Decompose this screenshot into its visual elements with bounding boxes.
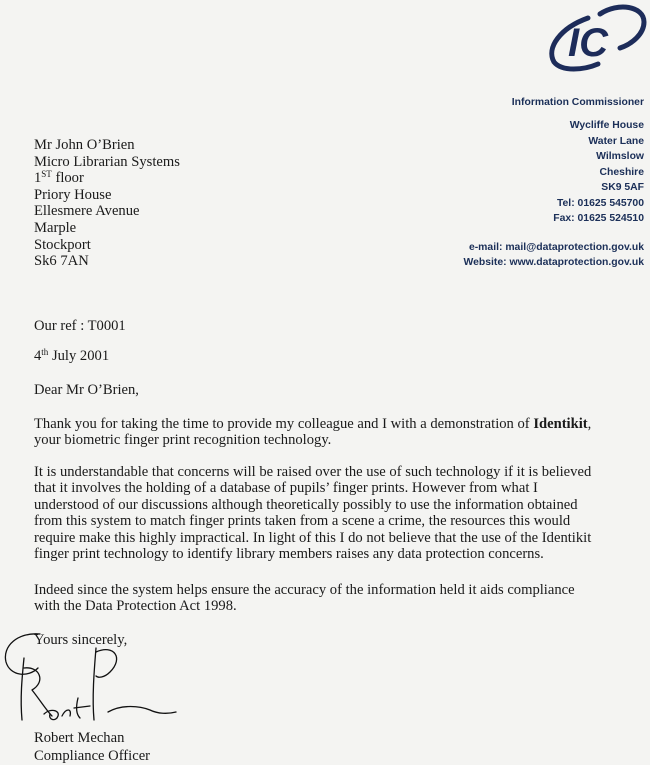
date-day: 4 (34, 348, 42, 364)
signer-title: Compliance Officer (34, 748, 151, 764)
p1-text-after: , your biometric finger print recognition technology. (34, 416, 592, 449)
office-fax: Fax: 01625 524510 (553, 213, 644, 224)
floor-number: 1 (34, 170, 42, 187)
paragraph-3: Indeed since the system helps ensure the accuracy of the information held it aids compliance with the Data Protection Act 1998. (34, 582, 575, 615)
office-email: e-mail: mail@dataprotection.gov.uk (468, 241, 644, 253)
signer-name: Robert Mechan (34, 730, 125, 746)
recipient-address (34, 137, 180, 270)
logo-text: IC (568, 21, 608, 65)
recipient-building: Priory House (34, 186, 112, 203)
signature (0, 628, 180, 734)
recipient-company: Micro Librarian Systems (34, 153, 180, 170)
recipient-name: Mr John O’Brien (34, 137, 135, 153)
office-address-line: Wycliffe House (569, 120, 644, 131)
paragraph-2: It is understandable that concerns will be raised over the use of such technology if it is believed that it involves the holding of a database of pupils’ finger prints. However from what I understood of our discussions although theoretically possibly to use the information obtained from this system to match finger prints taken from a scene a crime, the resources this would require make this highly impractical. In light of this I do not believe that the use of the Identikit finger print technology to identify library members raises any data protection concerns. (34, 464, 592, 563)
product-name: Identikit (533, 416, 588, 432)
closing: Yours sincerely, (34, 632, 128, 648)
recipient-postcode: Sk6 7AN (34, 253, 89, 270)
recipient-area: Marple (34, 219, 77, 236)
office-website: Website: www.dataprotection.gov.uk (463, 257, 644, 268)
office-address-line: Cheshire (599, 166, 644, 178)
office-address-line: Water Lane (588, 135, 644, 147)
reference: Our ref : T0001 (34, 318, 126, 334)
recipient-floor (34, 170, 180, 187)
office-org-name: Information Commissioner (511, 97, 644, 108)
paragraph-1 (34, 416, 594, 449)
salutation: Dear Mr O’Brien, (34, 382, 139, 398)
office-tel: Tel: 01625 545700 (556, 197, 644, 209)
ic-logo (540, 4, 648, 72)
office-address-block (463, 97, 644, 271)
recipient-street: Ellesmere Avenue (34, 203, 140, 220)
office-address-line: Wilmslow (596, 151, 644, 162)
date-suffix: th (41, 347, 49, 357)
floor-word: floor (51, 170, 84, 187)
office-address-line: SK9 5AF (601, 182, 644, 193)
floor-suffix: ST (41, 169, 52, 180)
letter-date (34, 348, 109, 364)
p1-text-before: Thank you for taking the time to provide my colleague and I with a demonstration of (34, 416, 534, 432)
date-rest: July 2001 (48, 348, 110, 364)
recipient-town: Stockport (34, 236, 91, 253)
